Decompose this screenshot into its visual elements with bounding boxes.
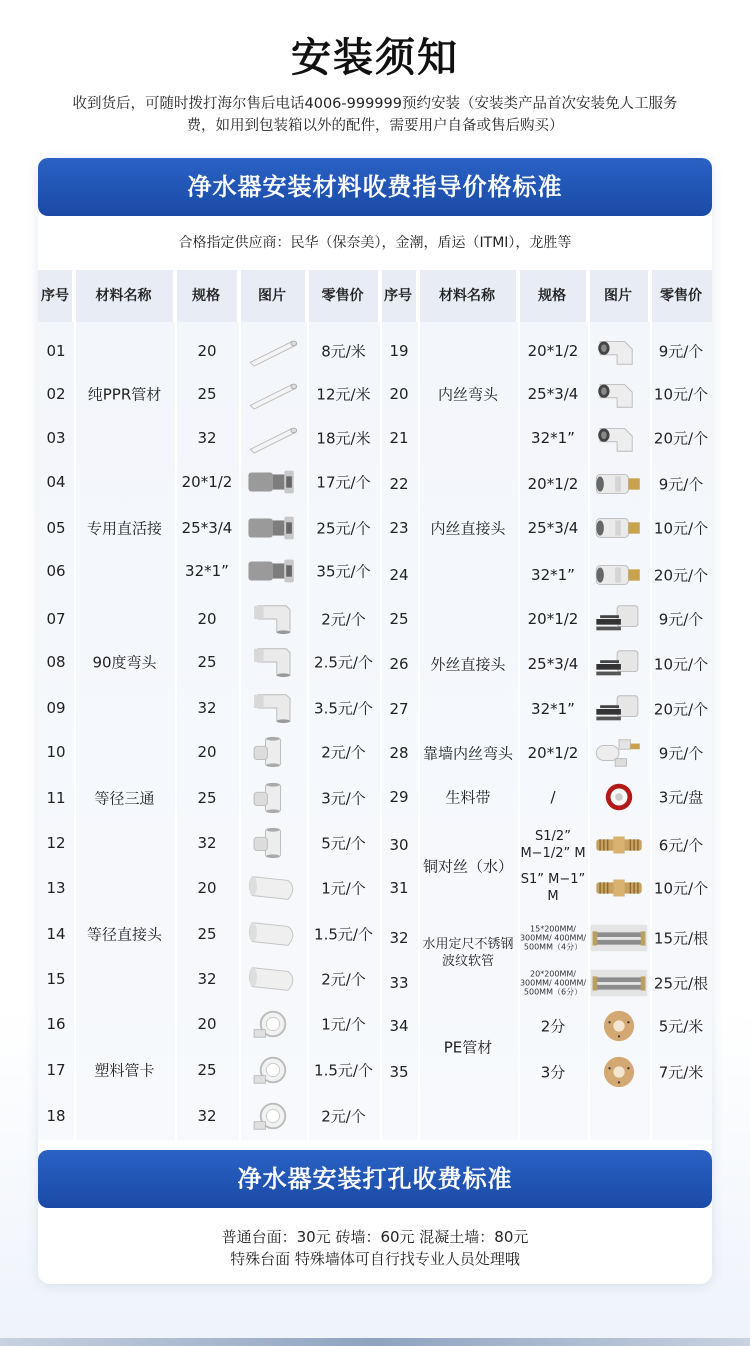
- row-spec: 32: [197, 970, 217, 988]
- row-spec: 20*1/2: [527, 342, 579, 360]
- row-spec: 20*1/2: [181, 473, 233, 491]
- female-elbow-icon: [590, 377, 648, 415]
- row-spec: 32*1”: [531, 566, 575, 584]
- row-price: 1元/个: [321, 1015, 366, 1034]
- row-spec: 20*1/2: [527, 744, 579, 762]
- row-number: 15: [46, 970, 66, 988]
- header-no-right: 序号: [380, 270, 418, 322]
- row-price: 20元/个: [653, 700, 709, 719]
- row-price: 10元/个: [653, 385, 709, 404]
- header-name-left: 材料名称: [74, 270, 175, 322]
- material-name: 外丝直接头: [430, 655, 506, 674]
- elbow-90-icon: [244, 602, 302, 640]
- brass-nipple-icon: [590, 828, 648, 866]
- row-number: 32: [389, 929, 409, 947]
- row-number: 13: [46, 879, 66, 897]
- female-adapter-icon: [590, 558, 648, 596]
- female-elbow-icon: [590, 334, 648, 372]
- header-name-right: 材料名称: [418, 270, 518, 322]
- header-price-left: 零售价: [307, 270, 380, 322]
- row-number: 01: [46, 342, 66, 360]
- drilling-prices: [38, 1226, 712, 1270]
- elbow-90-icon: [244, 645, 302, 683]
- material-name: 生料带: [445, 788, 491, 807]
- row-price: 9元/个: [658, 610, 704, 629]
- installation-notice: 收到货后，可随时拨打海尔售后电话4006-999999预约安装（安装类产品首次安装免人工服务费，如用到包装箱以外的配件，需要用户自备或售后购买）: [72, 96, 678, 134]
- material-name: PE管材: [443, 1038, 493, 1057]
- corrugated-hose-icon: [590, 966, 648, 1004]
- row-spec: 32: [197, 699, 217, 717]
- row-price: 8元/米: [321, 342, 366, 361]
- row-price: 3.5元/个: [314, 699, 373, 718]
- material-name: 塑料管卡: [94, 1061, 155, 1080]
- row-price: 2元/个: [321, 743, 366, 762]
- material-name: 内丝直接头: [430, 519, 506, 538]
- row-spec: S1/2” M−1/2” M: [520, 829, 586, 861]
- row-number: 33: [389, 974, 409, 992]
- row-spec: 20: [197, 610, 217, 628]
- row-price: 9元/个: [658, 475, 704, 494]
- row-spec: 20: [197, 879, 217, 897]
- tee-icon: [244, 735, 302, 773]
- material-name: 内丝弯头: [437, 385, 498, 404]
- table-header: [38, 270, 712, 322]
- row-price: 6元/个: [658, 836, 704, 855]
- ppr-pipe-icon: [244, 334, 302, 372]
- row-price: 1元/个: [321, 879, 366, 898]
- header-price-right: 零售价: [660, 288, 702, 304]
- row-spec: 25: [197, 925, 217, 943]
- row-price: 10元/个: [653, 655, 709, 674]
- row-spec: 15*200MM/ 300MM/ 400MM/ 500MM（4分）: [519, 924, 587, 952]
- row-price: 18元/米: [316, 429, 371, 448]
- row-number: 35: [389, 1063, 409, 1081]
- brass-nipple-icon: [590, 871, 648, 909]
- row-price: 35元/个: [316, 562, 371, 581]
- material-name: 纯PPR管材: [87, 385, 162, 404]
- row-price: 25元/根: [653, 974, 709, 993]
- row-price: 9元/个: [658, 342, 704, 361]
- row-price: 17元/个: [316, 473, 371, 492]
- row-number: 12: [46, 834, 66, 852]
- row-price: 7元/米: [658, 1063, 704, 1082]
- row-spec: 20: [197, 743, 217, 761]
- male-adapter-icon: [590, 647, 648, 685]
- row-number: 25: [389, 610, 409, 628]
- row-price: 2元/个: [321, 1107, 366, 1126]
- row-price: 3元/盘: [658, 788, 704, 807]
- material-name: 等径直接头: [86, 925, 162, 944]
- row-number: 29: [389, 788, 409, 806]
- pipe-clip-icon: [244, 1099, 302, 1137]
- corrugated-hose-icon: [590, 921, 648, 959]
- row-spec: 25: [197, 1061, 217, 1079]
- row-spec: 2分: [540, 1017, 566, 1036]
- drilling-price-line: 普通台面：30元 砖墙：60元 混凝土墙：80元: [221, 1228, 529, 1246]
- column-divider: [518, 270, 520, 1140]
- row-number: 06: [46, 562, 66, 580]
- header-image-right: 图片: [588, 270, 650, 322]
- row-number: 21: [389, 429, 409, 447]
- row-spec: 20: [197, 342, 217, 360]
- female-elbow-icon: [590, 421, 648, 459]
- row-price: 2元/个: [321, 610, 366, 629]
- row-spec: 25*3/4: [181, 519, 233, 537]
- row-number: 04: [46, 473, 66, 491]
- row-price: 2.5元/个: [314, 653, 373, 672]
- row-spec: 32: [197, 1107, 217, 1125]
- row-spec: 32*1”: [531, 700, 575, 718]
- row-number: 31: [389, 879, 409, 897]
- row-price: 5元/个: [321, 834, 366, 853]
- pe-coil-icon: [590, 1055, 648, 1093]
- row-number: 17: [46, 1061, 66, 1079]
- row-number: 27: [389, 700, 409, 718]
- row-number: 08: [46, 653, 66, 671]
- row-spec: 20: [197, 1015, 217, 1033]
- row-number: 14: [46, 925, 66, 943]
- row-spec: 20*1/2: [527, 610, 579, 628]
- row-number: 09: [46, 699, 66, 717]
- row-number: 18: [46, 1107, 66, 1125]
- row-spec: 25*3/4: [527, 655, 579, 673]
- material-name: 水用定尺不锈钢波纹软管: [422, 937, 514, 969]
- row-number: 26: [389, 655, 409, 673]
- row-price: 10元/个: [653, 519, 709, 538]
- row-number: 22: [389, 475, 409, 493]
- coupling-icon: [244, 871, 302, 909]
- supplier-note: 合格指定供应商：民华（保奈美），金潮，盾运（ITMI），龙胜等: [178, 235, 572, 251]
- column-divider: [175, 270, 177, 1140]
- row-spec: S1” M−1” M: [520, 872, 586, 904]
- row-price: 10元/个: [653, 879, 709, 898]
- row-spec: 20*200MM/ 300MM/ 400MM/ 500MM（6分）: [519, 969, 587, 997]
- row-price: 20元/个: [653, 429, 709, 448]
- row-price: 15元/根: [653, 929, 709, 948]
- header-spec-left: 规格: [175, 270, 239, 322]
- row-price: 1.5元/个: [314, 925, 373, 944]
- bottom-strip: [0, 1338, 750, 1346]
- row-spec: 32*1”: [531, 429, 575, 447]
- row-price: 3元/个: [321, 789, 366, 808]
- row-number: 24: [389, 566, 409, 584]
- row-spec: 25: [197, 385, 217, 403]
- tee-icon: [244, 781, 302, 819]
- pe-coil-icon: [590, 1009, 648, 1047]
- header-image-left: 图片: [239, 270, 307, 322]
- material-price-banner: 净水器安装材料收费指导价格标准: [38, 158, 712, 216]
- drilling-price-banner: 净水器安装打孔收费标准: [38, 1150, 712, 1208]
- ppr-pipe-icon: [244, 421, 302, 459]
- male-adapter-icon: [590, 602, 648, 640]
- material-name: 靠墙内丝弯头: [422, 744, 513, 763]
- column-divider: [650, 270, 652, 1140]
- tee-icon: [244, 826, 302, 864]
- elbow-90-icon: [244, 691, 302, 729]
- header-no-left: 序号: [38, 270, 74, 322]
- row-number: 28: [389, 744, 409, 762]
- row-number: 23: [389, 519, 409, 537]
- row-price: 1.5元/个: [314, 1061, 373, 1080]
- row-spec: 32: [197, 834, 217, 852]
- column-divider: [307, 270, 309, 1140]
- pipe-clip-icon: [244, 1053, 302, 1091]
- coupling-icon: [244, 917, 302, 955]
- column-divider: [380, 270, 382, 1140]
- page-title: 安装须知: [291, 35, 459, 81]
- row-spec: 32: [197, 429, 217, 447]
- row-number: 05: [46, 519, 66, 537]
- column-divider: [239, 270, 241, 1140]
- row-price: 5元/米: [658, 1017, 704, 1036]
- row-number: 02: [46, 385, 66, 403]
- row-price: 25元/个: [316, 519, 371, 538]
- row-spec: /: [550, 788, 556, 806]
- drilling-note-line: 特殊台面 特殊墙体可自行找专业人员处理哦: [230, 1250, 520, 1268]
- material-name: 90度弯头: [92, 653, 157, 672]
- row-price: 9元/个: [658, 744, 704, 763]
- column-divider: [74, 270, 76, 1140]
- row-number: 20: [389, 385, 409, 403]
- row-price: 12元/米: [316, 385, 371, 404]
- row-spec: 32*1”: [185, 562, 229, 580]
- price-table: [38, 322, 712, 1140]
- row-spec: 25*3/4: [527, 385, 579, 403]
- female-adapter-icon: [590, 467, 648, 505]
- row-spec: 25: [197, 653, 217, 671]
- row-number: 11: [46, 789, 66, 807]
- row-price: 20元/个: [653, 566, 709, 585]
- material-name: 铜对丝（水）: [422, 857, 513, 876]
- row-spec: 25: [197, 789, 217, 807]
- row-number: 07: [46, 610, 66, 628]
- material-name: 专用直活接: [86, 519, 162, 538]
- wall-elbow-icon: [590, 736, 648, 774]
- coupling-icon: [244, 962, 302, 1000]
- column-divider: [418, 270, 420, 1140]
- row-spec: 25*3/4: [527, 519, 579, 537]
- row-number: 16: [46, 1015, 66, 1033]
- row-number: 03: [46, 429, 66, 447]
- ptfe-tape-icon: [590, 780, 648, 818]
- row-number: 30: [389, 836, 409, 854]
- row-spec: 3分: [540, 1063, 566, 1082]
- pipe-clip-icon: [244, 1007, 302, 1045]
- union-connector-icon: [244, 554, 302, 592]
- row-number: 34: [389, 1017, 409, 1035]
- female-adapter-icon: [590, 511, 648, 549]
- union-connector-icon: [244, 511, 302, 549]
- ppr-pipe-icon: [244, 377, 302, 415]
- row-number: 10: [46, 743, 66, 761]
- row-number: 19: [389, 342, 409, 360]
- row-spec: 20*1/2: [527, 475, 579, 493]
- column-divider: [588, 270, 590, 1140]
- union-connector-icon: [244, 465, 302, 503]
- header-spec-right: 规格: [518, 270, 588, 322]
- material-name: 等径三通: [94, 789, 155, 808]
- male-adapter-icon: [590, 692, 648, 730]
- row-price: 2元/个: [321, 970, 366, 989]
